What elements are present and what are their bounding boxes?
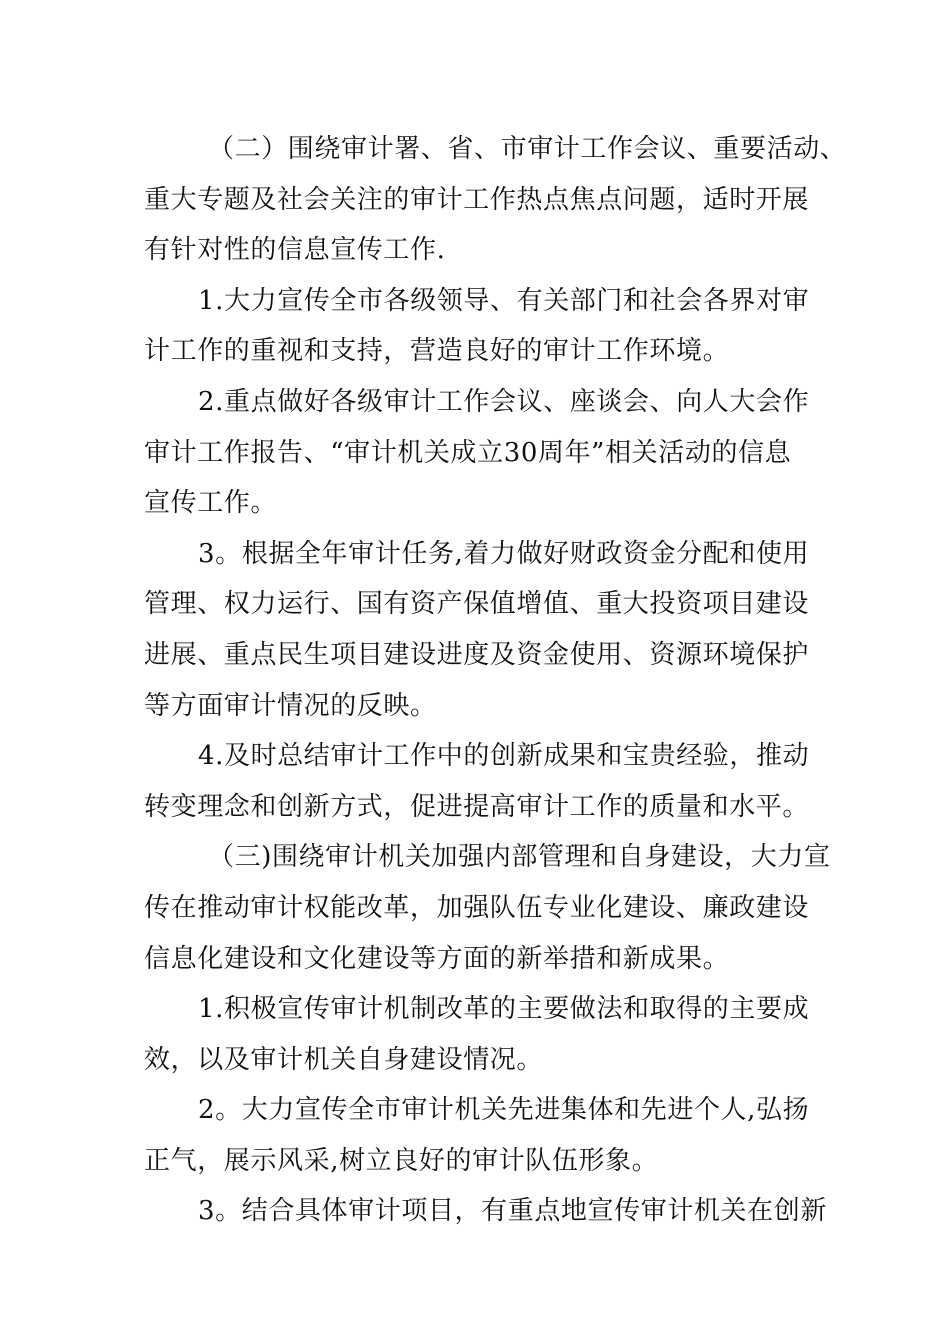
item-1-line-1: 1.大力宣传全市各级领导、有关部门和社会各界对审: [198, 285, 810, 316]
paragraph-2-line-3: 有针对性的信息宣传工作.: [144, 235, 446, 266]
document-body: [144, 124, 847, 1237]
item-4-line-2: 转变理念和创新方式，促进提高审计工作的质量和水平。: [144, 791, 810, 822]
item-3-line-3: 进展、重点民生项目建设进度及资金使用、资源环境保护: [144, 639, 810, 670]
paragraph-3-line-1: （三)围绕审计机关加强内部管理和自身建设，大力宣: [208, 842, 831, 873]
paragraph-3-line-3: 信息化建设和文化建设等方面的新举措和新成果。: [144, 943, 730, 974]
item-4-line-1: 4.及时总结审计工作中的创新成果和宝贵经验，推动: [198, 741, 810, 772]
item-6-line-1: 2。大力宣传全市审计机关先进集体和先进个人,弘扬: [198, 1095, 810, 1126]
paragraph-2-line-1: （二）围绕审计署、省、市审计工作会议、重要活动、: [208, 134, 847, 164]
item-5-line-1: 1.积极宣传审计机制改革的主要做法和取得的主要成: [198, 994, 810, 1025]
item-5-line-2: 效，以及审计机关自身建设情况。: [144, 1044, 544, 1075]
item-2-line-3: 宣传工作。: [144, 488, 278, 519]
item-3-line-1: 3。根据全年审计任务,着力做好财政资金分配和使用: [198, 538, 810, 569]
item-2-line-2: 审计工作报告、“审计机关成立30周年”相关活动的信息: [144, 437, 792, 468]
item-7-line-1: 3。结合具体审计项目，有重点地宣传审计机关在创新: [198, 1196, 827, 1227]
paragraph-2-line-2: 重大专题及社会关注的审计工作热点焦点问题，适时开展: [144, 184, 810, 215]
item-1-line-2: 计工作的重视和支持，营造良好的审计工作环境。: [144, 336, 730, 367]
item-3-line-4: 等方面审计情况的反映。: [144, 690, 437, 721]
item-2-line-1: 2.重点做好各级审计工作会议、座谈会、向人大会作: [198, 386, 810, 417]
item-3-line-2: 管理、权力运行、国有资产保值增值、重大投资项目建设: [144, 589, 810, 620]
paragraph-3-line-2: 传在推动审计权能改革，加强队伍专业化建设、廉政建设: [144, 892, 810, 923]
item-6-line-2: 正气，展示风采,树立良好的审计队伍形象。: [144, 1145, 659, 1176]
